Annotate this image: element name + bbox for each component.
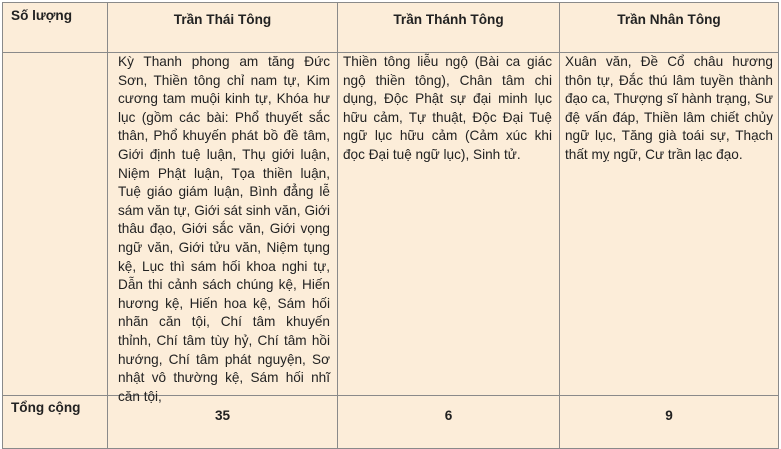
works-table: [2, 2, 779, 449]
total-label: Tổng cộng: [3, 396, 108, 449]
works-cell-tran-thanh-tong: [338, 53, 560, 396]
row-label: [3, 53, 107, 395]
total-tran-thanh-tong: 6: [338, 396, 560, 449]
total-tran-thai-tong: 35: [108, 396, 338, 449]
header-row: [3, 3, 779, 53]
works-text-tran-thanh-tong: Thiền tông liễu ngộ (Bài ca giác ngộ thiền tông), Chân tâm chi dụng, Độc Phật sự đại minh lục hữu cảm, Tự thuật, Độc Đại Tuệ ngữ lục hữu cảm (Cảm xúc khi đọc Đại tuệ ngữ lục), Sinh tử.: [343, 54, 552, 162]
column-header-tran-thanh-tong: Trần Thánh Tông: [338, 3, 560, 53]
column-header-tran-nhan-tong: Trần Nhân Tông: [560, 3, 779, 53]
works-text-tran-nhan-tong: Xuân văn, Đề Cổ châu hương thôn tự, Đắc thú lâm tuyền thành đạo ca, Thượng sĩ hành trạng, Sư đệ vấn đáp, Thiền lâm chiết chủy ngữ lục, Tăng già toái sự, Thạch thất mỵ ngữ, Cư trần lạc đạo.: [565, 54, 773, 162]
works-text-tran-thai-tong: Kỳ Thanh phong am tăng Đức Sơn, Thiền tông chỉ nam tự, Kim cương tam muội kinh tự, Khóa hư lục (gồm các bài: Phổ thuyết sắc thân, Phổ khuyến phát bồ đề tâm, Giới định tuệ luận, Thụ giới luận, Niệm Phật luận, Tọa thiền luận, Tuệ giáo giám luận, Bình đẳng lễ sám văn tự, Giới sát sinh văn, Giới thâu đạo, Giới sắc văn, Giới vọng ngữ văn, Giới tửu văn, Niệm tụng kệ, Lục thì sám hối khoa nghi tự, Dẫn thi cảnh sách chúng kệ, Hiến hương kệ, Hiến hoa kệ, Sám hối nhãn căn tội, Chí tâm khuyến thỉnh, Chí tâm tùy hỷ, Chí tâm hồi hướng, Chí tâm phát nguyện, Sơ nhật vô thường kệ, Sám hối nhĩ căn tội,: [118, 54, 330, 404]
row-label-cell: [3, 53, 108, 396]
works-cell-tran-thai-tong: [108, 53, 338, 404]
total-tran-nhan-tong: 9: [560, 396, 779, 449]
column-header-tran-thai-tong: Trần Thái Tông: [108, 3, 338, 53]
works-cell-tran-nhan-tong: [560, 53, 779, 396]
works-row: [3, 53, 779, 396]
corner-header: Số lượng: [3, 3, 108, 53]
